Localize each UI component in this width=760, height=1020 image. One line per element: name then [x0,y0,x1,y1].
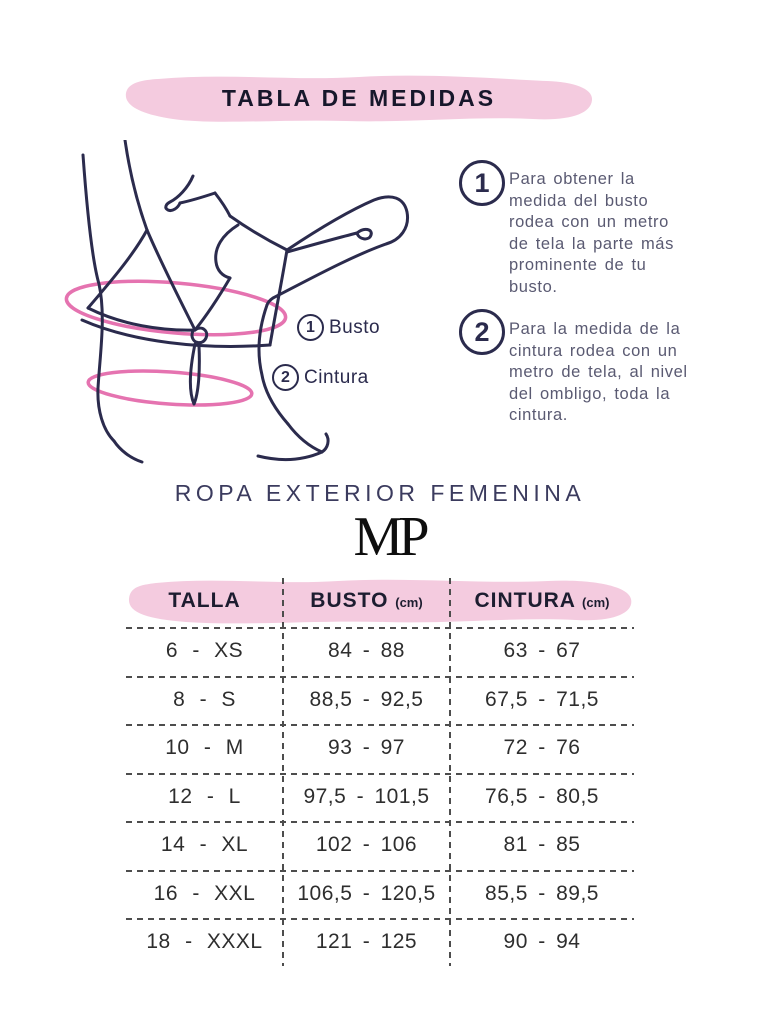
cell-talla: 6 - XS [165,639,244,663]
cintura-label: Cintura [304,366,369,388]
busto-unit: (cm) [395,595,423,610]
page-title: TABLA DE MEDIDAS [221,85,497,111]
cell-busto: 88,5 - 92,5 [309,687,424,711]
cell-busto: 93 - 97 [328,736,405,760]
cintura-unit: (cm) [582,595,610,610]
section-heading: ROPA EXTERIOR FEMENINA [174,480,586,506]
step-1-text: Para obtener la medida del busto rodea con un metro de tela la parte más prominente de tu busto. [509,170,674,296]
column-header-cintura: CINTURA (cm) [474,589,610,612]
circled-number-2: 2 [272,364,299,391]
step-2-number-badge: 2 [459,309,505,355]
cell-busto: 102 - 106 [315,833,418,857]
column-header-busto: BUSTO (cm) [310,589,423,612]
column-header-talla: TALLA [168,589,241,612]
cell-cintura: 85,5 - 89,5 [485,881,599,905]
cell-cintura: 63 - 67 [503,639,581,663]
table-header-row [126,576,634,626]
table-row [126,821,634,870]
table-body [126,627,634,967]
table-row [126,627,634,676]
cell-talla: 12 - L [168,784,241,808]
waist-measure-ellipse [87,366,253,409]
table-row [126,918,634,967]
table-row [126,724,634,773]
cell-talla: 16 - XXL [153,881,256,905]
brand-logo: MP [353,506,425,568]
step-1-number-badge: 1 [459,160,505,206]
cell-busto: 97,5 - 101,5 [303,784,430,808]
torso-line-art [42,140,442,470]
measurement-diagram [42,140,442,470]
cell-busto: 106,5 - 120,5 [297,881,436,905]
table-row [126,870,634,919]
diagram-label-cintura [272,364,369,391]
circled-number-1: 1 [297,314,324,341]
size-table [126,576,634,970]
cell-talla: 18 - XXXL [146,930,263,954]
table-row [126,773,634,822]
title-banner [122,72,596,124]
cell-talla: 10 - M [165,736,244,760]
cell-busto: 121 - 125 [315,930,418,954]
cell-cintura: 67,5 - 71,5 [485,687,599,711]
cell-cintura: 76,5 - 80,5 [485,784,599,808]
cell-cintura: 72 - 76 [503,736,581,760]
cell-talla: 8 - S [173,687,236,711]
step-2-text: Para la medida de la cintura rodea con un metro de tela, al nivel del ombligo, toda la cintura. [509,320,688,424]
cell-busto: 84 - 88 [328,639,405,663]
cell-cintura: 90 - 94 [503,930,581,954]
diagram-label-busto [297,314,380,341]
cell-talla: 14 - XL [160,833,249,857]
table-row [126,676,634,725]
cell-cintura: 81 - 85 [503,833,581,857]
busto-label: Busto [329,316,381,338]
